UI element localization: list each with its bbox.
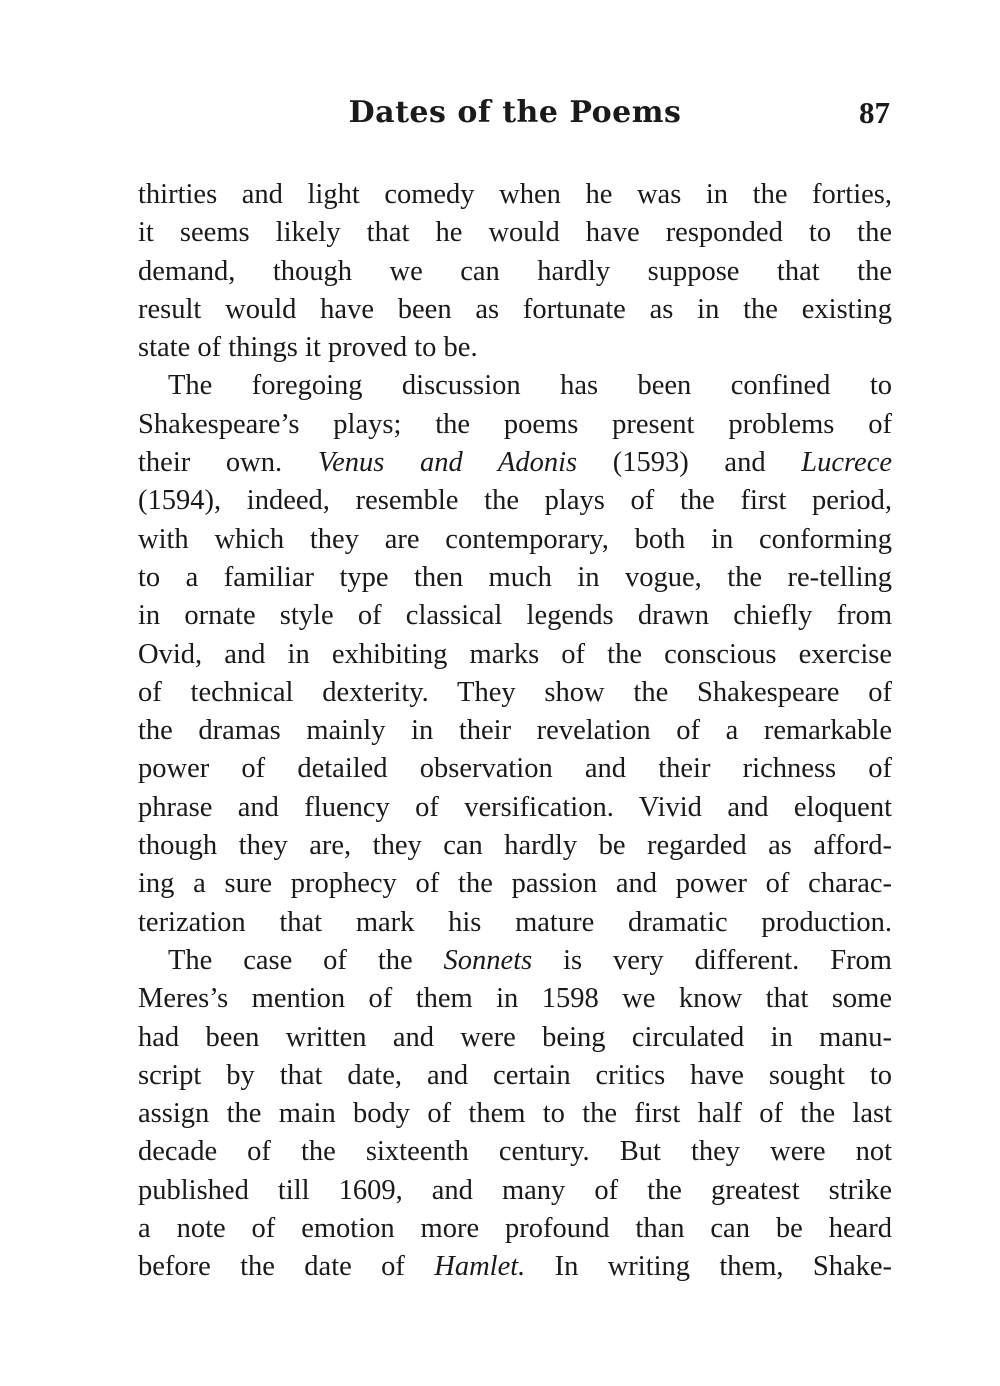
text-line [138, 865, 892, 903]
text-segment: Meres’s mention of them in 1598 we know that some [138, 983, 892, 1015]
text-line [138, 597, 892, 635]
text-segment: demand, though we can hardly suppose that the [138, 255, 892, 287]
text-line [138, 789, 892, 827]
text-line [138, 1095, 892, 1133]
text-line [138, 904, 892, 942]
text-segment: the dramas mainly in their revelation of a remarkable [138, 715, 892, 747]
text-line [138, 367, 892, 405]
text-segment: The case of the [168, 944, 444, 976]
text-line [138, 942, 892, 980]
text-segment: terization that mark his mature dramatic production. [138, 906, 892, 938]
text-segment: thirties and light comedy when he was in the forties, [138, 179, 892, 210]
text-line [138, 980, 892, 1018]
italic-title: Hamlet. [434, 1251, 526, 1283]
text-segment: script by that date, and certain critics have sought to [138, 1059, 892, 1091]
text-line [138, 521, 892, 559]
text-segment: in ornate style of classical legends drawn chiefly from [138, 600, 892, 632]
text-line [138, 712, 892, 750]
text-segment: of technical dexterity. They show the Shakespeare of [138, 676, 892, 708]
text-line [138, 1019, 892, 1057]
text-line [138, 214, 892, 252]
text-segment: before the date of [138, 1251, 435, 1283]
text-segment: result would have been as fortunate as in the existing [138, 293, 892, 325]
text-line [138, 559, 892, 597]
text-segment: had been written and were being circulated in manu- [138, 1021, 892, 1053]
text-line [138, 674, 892, 712]
text-segment: state of things it proved to be. [138, 332, 478, 364]
text-line [138, 1057, 892, 1095]
text-line [138, 482, 892, 520]
text-segment: published till 1609, and many of the greatest strike [138, 1174, 892, 1206]
text-segment: power of detailed observation and their richness of [138, 753, 892, 785]
text-line [138, 176, 892, 214]
text-segment: Shakespeare’s plays; the poems present problems of [138, 408, 892, 440]
text-segment: Ovid, and in exhibiting marks of the conscious exercise [138, 638, 892, 670]
text-line [138, 827, 892, 865]
text-line [138, 750, 892, 788]
text-segment: assign the main body of them to the first half of the last [138, 1098, 892, 1130]
text-line [138, 1248, 892, 1286]
text-segment: it seems likely that he would have responded to the [138, 217, 892, 249]
text-line [138, 291, 892, 329]
running-title: Dates of the Poems [348, 95, 682, 130]
text-segment: their own. [138, 447, 318, 479]
text-line [138, 253, 892, 291]
italic-title: Sonnets [443, 944, 533, 976]
text-segment: a note of emotion more profound than can be heard [138, 1213, 892, 1245]
body-text [138, 176, 892, 1287]
text-segment: is very different. From [532, 944, 892, 976]
text-segment: ing a sure prophecy of the passion and power of charac- [138, 868, 892, 900]
text-segment: (1593) and [577, 447, 802, 479]
text-line [138, 636, 892, 674]
text-line [138, 406, 892, 444]
italic-title: Venus and Adonis [317, 447, 578, 479]
running-head [138, 88, 892, 138]
text-line [138, 1210, 892, 1248]
text-segment: In writing them, Shake- [525, 1251, 892, 1283]
text-segment: The foregoing discussion has been confined to [168, 370, 892, 402]
text-line [138, 1133, 892, 1171]
text-line [138, 444, 892, 482]
text-segment: decade of the sixteenth century. But they were not [138, 1136, 892, 1168]
text-segment: (1594), indeed, resemble the plays of the first period, [138, 485, 892, 517]
italic-title: Lucrece [801, 447, 892, 479]
text-segment: to a familiar type then much in vogue, the re-telling [138, 561, 892, 593]
text-line [138, 329, 892, 367]
text-line [138, 1172, 892, 1210]
text-segment: with which they are contemporary, both in conforming [138, 523, 892, 555]
text-segment: though they are, they can hardly be regarded as afford- [138, 830, 892, 862]
text-segment: phrase and fluency of versification. Vivid and eloquent [138, 791, 892, 823]
page-number: 87 [859, 95, 890, 130]
